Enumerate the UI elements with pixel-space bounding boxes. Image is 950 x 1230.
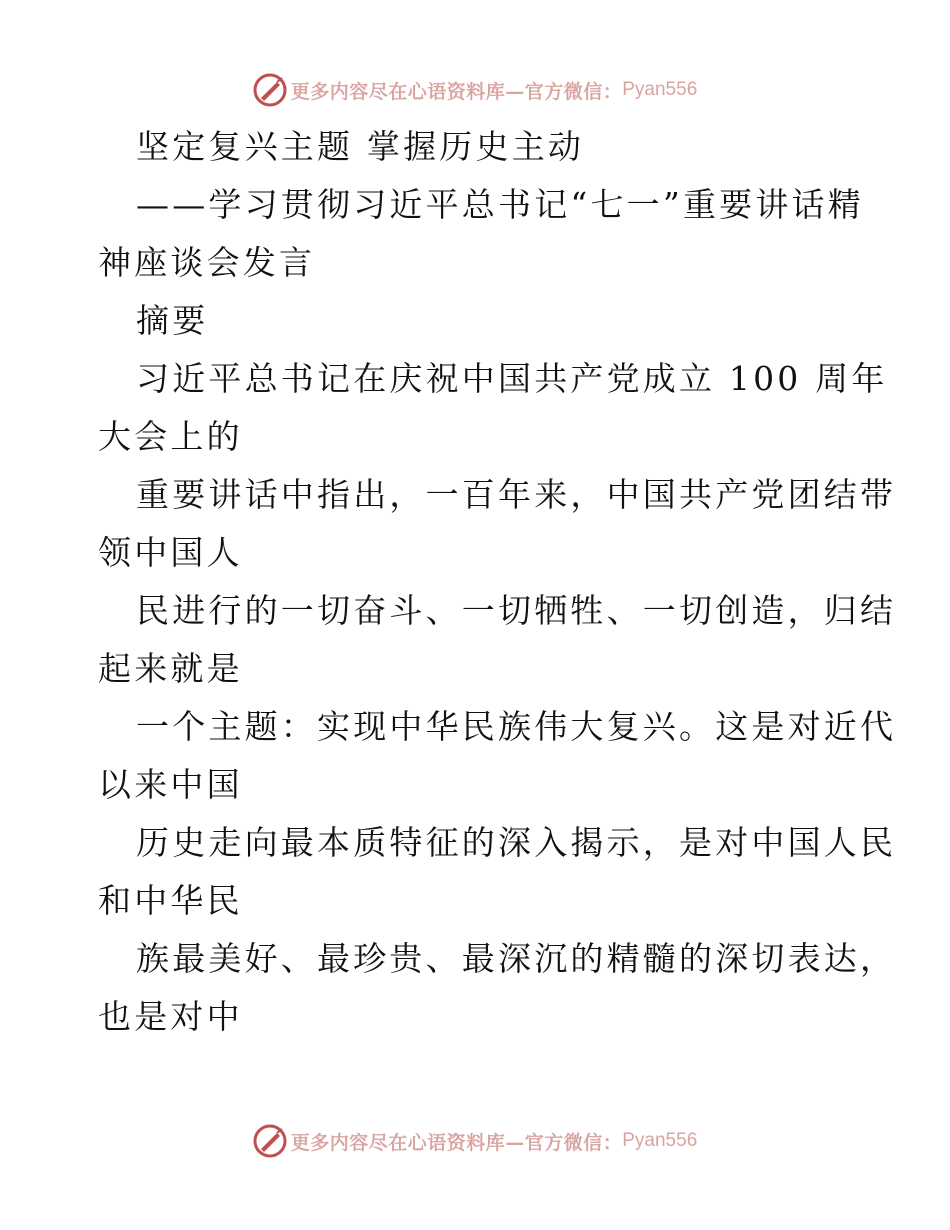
body-line: 重要讲话中指出，一百年来，中国共产党团结带 xyxy=(136,475,897,514)
body-line: 也是对中 xyxy=(98,997,243,1036)
body-line: 历史走向最本质特征的深入揭示，是对中国人民 xyxy=(136,823,897,862)
watermark-text: 更多内容尽在心语资料库—官方微信： xyxy=(290,1131,623,1154)
abstract-heading: 摘要 xyxy=(136,301,209,340)
document-title: 坚定复兴主题 掌握历史主动 xyxy=(136,127,585,166)
quill-pen-logo-icon xyxy=(253,73,287,107)
body-line: 大会上的 xyxy=(98,417,243,456)
body-line: 领中国人 xyxy=(98,533,243,572)
watermark-wechat-id: Pyan556 xyxy=(622,1130,698,1151)
body-line: 以来中国 xyxy=(98,765,243,804)
body-line: 和中华民 xyxy=(98,881,243,920)
watermark-text: 更多内容尽在心语资料库—官方微信： xyxy=(290,80,623,103)
body-line: 习近平总书记在庆祝中国共产党成立 100 周年 xyxy=(136,359,888,398)
body-line: 起来就是 xyxy=(98,649,243,688)
body-line: 一个主题：实现中华民族伟大复兴。这是对近代 xyxy=(136,707,897,746)
body-line: 民进行的一切奋斗、一切牺牲、一切创造，归结 xyxy=(136,591,897,630)
document-body xyxy=(98,118,897,1046)
document-subtitle-line-2: 神座谈会发言 xyxy=(98,243,316,282)
watermark-wechat-id: Pyan556 xyxy=(622,79,698,100)
body-line: 族最美好、最珍贵、最深沉的精髓的深切表达， xyxy=(136,939,897,978)
header-watermark xyxy=(0,70,950,110)
document-subtitle-line-1: ——学习贯彻习近平总书记“七一”重要讲话精 xyxy=(136,185,864,224)
footer-watermark xyxy=(0,1121,950,1161)
quill-pen-logo-icon xyxy=(253,1124,287,1158)
